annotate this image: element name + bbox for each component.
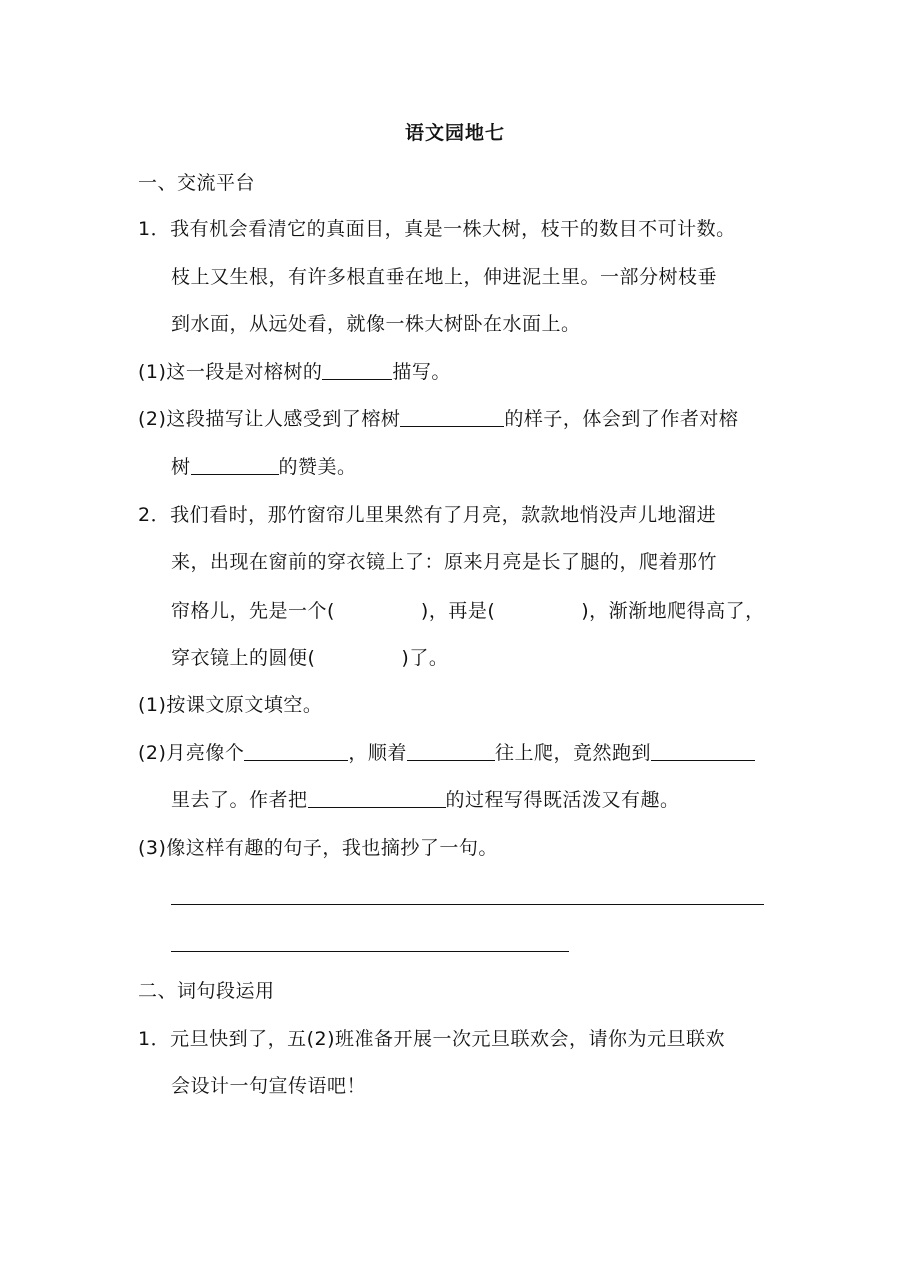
fill-blank[interactable] bbox=[407, 742, 495, 761]
sub-1-text-before: (1)这一段是对榕树的 bbox=[138, 361, 323, 383]
fill-blank[interactable] bbox=[651, 742, 755, 761]
page-title: 语文园地七 bbox=[404, 122, 505, 144]
question-2-sub-2-line-2 bbox=[171, 785, 680, 815]
q2-sub2-c: 往上爬，竟然跑到 bbox=[494, 742, 651, 764]
question-1-sub-2 bbox=[138, 404, 738, 434]
question-1-sub-1 bbox=[138, 357, 451, 387]
question-2-sub-1: (1)按课文原文填空。 bbox=[138, 694, 323, 716]
question-2-line-2: 来，出现在窗前的穿衣镜上了：原来月亮是长了腿的，爬着那竹 bbox=[171, 551, 718, 573]
fill-blank[interactable] bbox=[322, 361, 392, 380]
fill-blank[interactable] bbox=[308, 789, 446, 808]
section-heading-exchange: 一、交流平台 bbox=[138, 172, 256, 194]
fill-blank[interactable] bbox=[244, 742, 348, 761]
q2-line3-b: )，再是( bbox=[420, 600, 496, 622]
fill-blank[interactable] bbox=[400, 408, 504, 427]
q2-sub2-d: 里去了。作者把 bbox=[171, 789, 308, 811]
question-2-line-1: 2．我们看时，那竹窗帘儿里果然有了月亮，款款地悄没声儿地溜进 bbox=[138, 504, 717, 526]
q2-sub2-a: (2)月亮像个 bbox=[138, 742, 245, 764]
sub-1-text-after: 描写。 bbox=[392, 361, 451, 383]
section-heading-usage: 二、词句段运用 bbox=[138, 980, 275, 1002]
q2-line3-c: )，渐渐地爬得高了， bbox=[581, 600, 765, 622]
question-1-line-3: 到水面，从远处看，就像一株大树卧在水面上。 bbox=[171, 313, 581, 335]
fill-blank[interactable] bbox=[191, 456, 279, 475]
question-1-line-2: 枝上又生根，有许多根直垂在地上，伸进泥土里。一部分树枝垂 bbox=[171, 266, 718, 288]
question-2-line-4 bbox=[171, 643, 448, 673]
sub-2-line-2-before: 树 bbox=[171, 456, 191, 478]
q2-sub2-e: 的过程写得既活泼又有趣。 bbox=[445, 789, 680, 811]
q2-line4-a: 穿衣镜上的圆便( bbox=[171, 647, 316, 669]
question-2-line-3 bbox=[171, 596, 765, 626]
q2-line3-a: 帘格儿，先是一个( bbox=[171, 600, 335, 622]
answer-line[interactable] bbox=[171, 951, 569, 952]
q2-line4-b: )了。 bbox=[401, 647, 449, 669]
sub-2-line-2-after: 的赞美。 bbox=[278, 456, 357, 478]
q2-sub2-b: ，顺着 bbox=[348, 742, 407, 764]
sub-2-text-middle: 的样子，体会到了作者对榕 bbox=[504, 408, 739, 430]
question-2-sub-2 bbox=[138, 738, 755, 768]
question-2-sub-3: (3)像这样有趣的句子，我也摘抄了一句。 bbox=[138, 837, 498, 859]
section-2-question-1-line-1: 1．元旦快到了，五(2)班准备开展一次元旦联欢会，请你为元旦联欢 bbox=[138, 1028, 726, 1050]
question-1-sub-2-line-2 bbox=[171, 452, 357, 482]
sub-2-text-before: (2)这段描写让人感受到了榕树 bbox=[138, 408, 401, 430]
section-2-question-1-line-2: 会设计一句宣传语吧！ bbox=[171, 1075, 367, 1097]
answer-line[interactable] bbox=[171, 904, 764, 905]
question-1-line-1: 1．我有机会看清它的真面目，真是一株大树，枝干的数目不可计数。 bbox=[138, 218, 736, 240]
